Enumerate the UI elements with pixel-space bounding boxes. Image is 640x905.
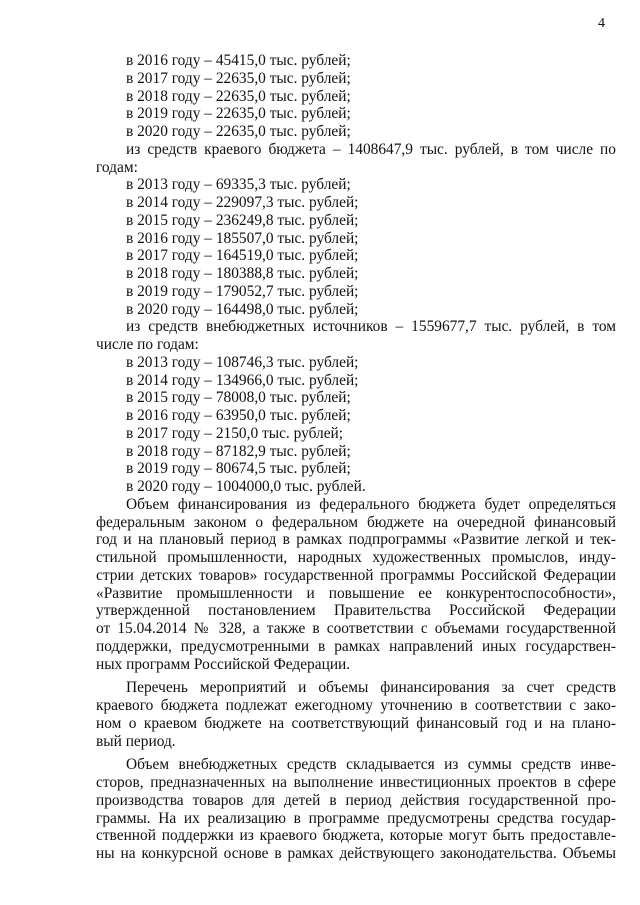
text-line: в 2020 году – 164498,0 тыс. рублей; bbox=[126, 300, 359, 318]
text-line: ном о краевом бюджете на соответствующий финансовый год и на плано- bbox=[96, 714, 616, 732]
text-line: числе по годам: bbox=[96, 336, 199, 353]
text-line: в 2014 году – 134966,0 тыс. рублей; bbox=[126, 371, 359, 389]
text-line: в 2013 году – 108746,3 тыс. рублей; bbox=[126, 353, 359, 371]
text-line: стрии детских товаров» государственной программы Российской Федерации bbox=[96, 566, 616, 584]
text-line: в 2013 году – 69335,3 тыс. рублей; bbox=[126, 176, 351, 194]
text-line: поддержки, предусмотренными в рамках направлений иных государствен- bbox=[96, 637, 616, 655]
text-line: в 2015 году – 236249,8 тыс. рублей; bbox=[126, 211, 359, 229]
document-body bbox=[96, 52, 616, 863]
text-line: утвержденной постановлением Правительства Российской Федерации bbox=[96, 602, 616, 620]
text-line: производства товаров для детей в период действия государственной про- bbox=[96, 791, 616, 809]
text-line: стильной промышленности, народных художественных промыслов, инду- bbox=[96, 549, 616, 566]
text-line: из средств внебюджетных источников – 1559677,7 тыс. рублей, в том bbox=[126, 318, 616, 336]
text-line: ственной поддержки из краевого бюджета, которые могут быть предоставле- bbox=[96, 827, 616, 845]
text-line: вый период. bbox=[96, 732, 176, 750]
text-line: от 15.04.2014 № 328, а также в соответствии с объемами государственной bbox=[96, 620, 616, 637]
text-line: в 2020 году – 22635,0 тыс. рублей; bbox=[126, 123, 351, 140]
page-number: 4 bbox=[598, 16, 605, 31]
text-line: в 2019 году – 80674,5 тыс. рублей; bbox=[126, 460, 351, 478]
text-line: в 2017 году – 164519,0 тыс. рублей; bbox=[126, 247, 359, 265]
text-line: год и на плановый период в рамках подпрограммы «Развитие легкой и тек- bbox=[96, 531, 616, 549]
text-line: сторов, предназначенных на выполнение инвестиционных проектов в сфере bbox=[96, 774, 616, 791]
text-line: в 2017 году – 22635,0 тыс. рублей; bbox=[126, 69, 351, 87]
text-line: в 2018 году – 22635,0 тыс. рублей; bbox=[126, 87, 351, 105]
text-line: Объем финансирования из федерального бюджета будет определяться bbox=[126, 495, 616, 513]
text-line: в 2018 году – 180388,8 тыс. рублей; bbox=[126, 265, 359, 282]
text-line: Объем внебюджетных средств складывается из суммы средств инве- bbox=[126, 756, 616, 774]
text-line: в 2020 году – 1004000,0 тыс. рублей. bbox=[126, 478, 366, 495]
text-line: в 2019 году – 22635,0 тыс. рублей; bbox=[126, 105, 351, 123]
text-line: федеральным законом о федеральном бюджете на очередной финансовый bbox=[96, 513, 616, 531]
text-line: в 2016 году – 63950,0 тыс. рублей; bbox=[126, 407, 351, 424]
text-line: годам: bbox=[96, 158, 138, 176]
text-line: в 2019 году – 179052,7 тыс. рублей; bbox=[126, 282, 359, 300]
text-line: ны на конкурсной основе в рамках действующего законодательства. Объемы bbox=[96, 845, 616, 862]
text-line: Перечень мероприятий и объемы финансирования за счет средств bbox=[126, 679, 616, 697]
text-line: «Развитие промышленности и повышение ее конкурентоспособности», bbox=[96, 584, 616, 602]
text-line: в 2017 году – 2150,0 тыс. рублей; bbox=[126, 424, 344, 442]
text-line: в 2016 году – 45415,0 тыс. рублей; bbox=[126, 52, 351, 69]
text-line: в 2018 году – 87182,9 тыс. рублей; bbox=[126, 442, 351, 460]
text-line: краевого бюджета подлежат ежегодному уточнению в соответствии с зако- bbox=[96, 697, 616, 714]
text-line: в 2016 году – 185507,0 тыс. рублей; bbox=[126, 229, 359, 247]
text-line: в 2015 году – 78008,0 тыс. рублей; bbox=[126, 389, 351, 407]
text-line: в 2014 году – 229097,3 тыс. рублей; bbox=[126, 194, 359, 211]
text-line: из средств краевого бюджета – 1408647,9 тыс. рублей, в том числе по bbox=[126, 140, 616, 158]
text-line: граммы. На их реализацию в программе предусмотрены средства государ- bbox=[96, 809, 616, 827]
text-line: ных программ Российской Федерации. bbox=[96, 655, 351, 673]
